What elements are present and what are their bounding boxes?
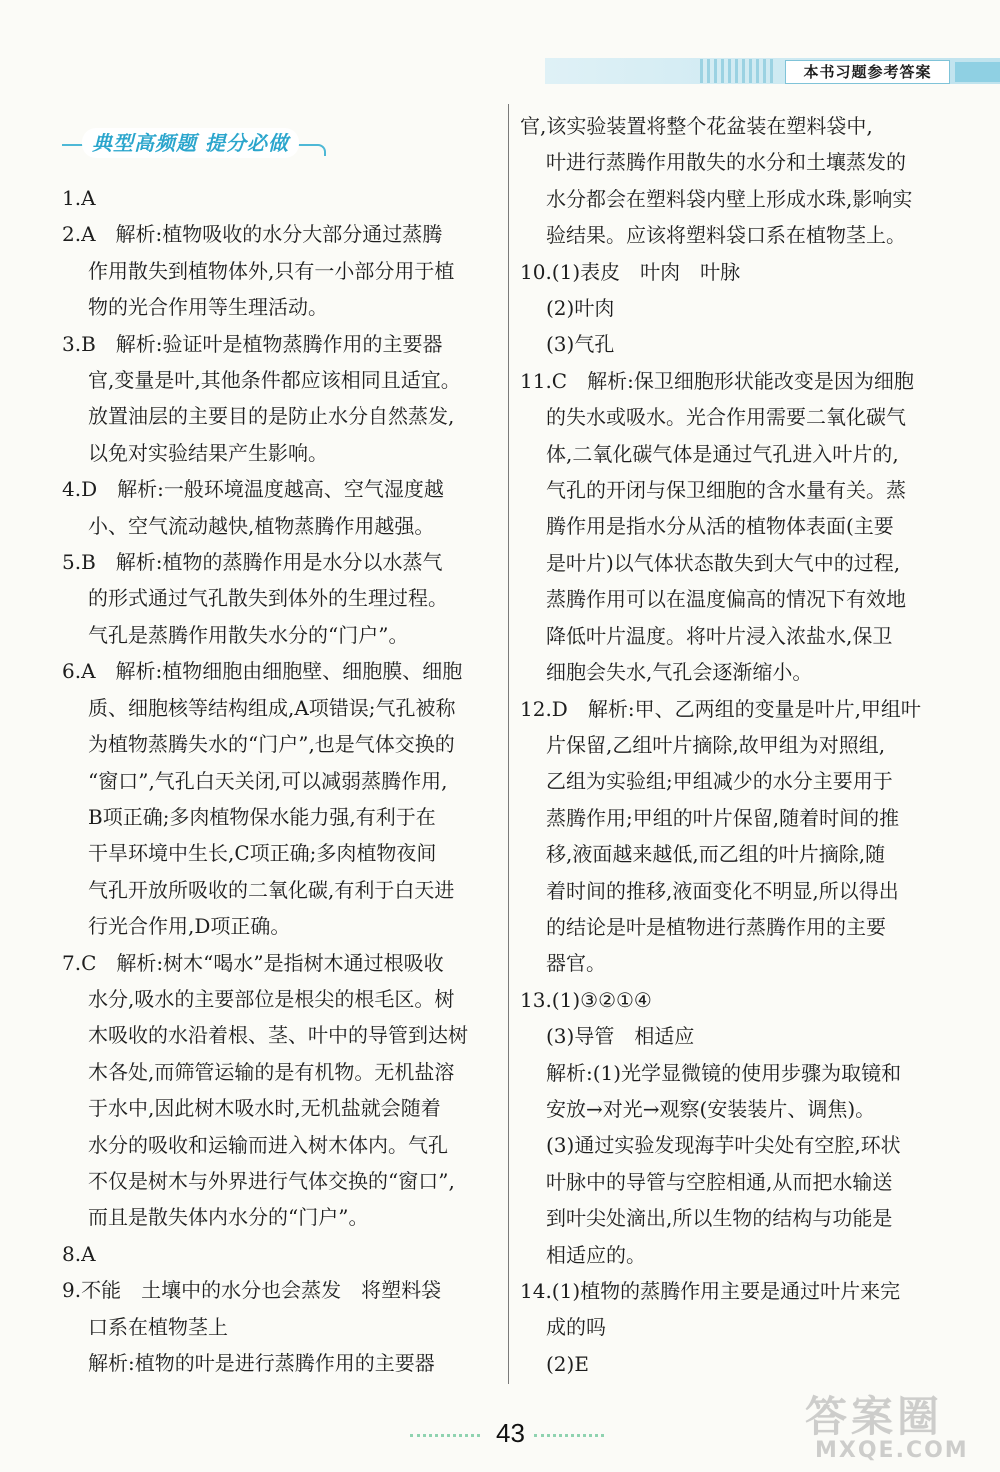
answer-line: 气孔开放所吸收的二氧化碳,有利于白天进 (88, 877, 455, 902)
answer-line: 10.(1)表皮 叶肉 叶脉 (520, 259, 741, 284)
answer-line: 于水中,因此树木吸水时,无机盐就会随着 (88, 1096, 441, 1121)
answer-item (62, 544, 500, 653)
header-title: 本书习题参考答案 (785, 60, 950, 84)
answer-line: (3)气孔 (546, 332, 615, 357)
answer-line: 体,二氧化碳气体是通过气孔进入叶片的, (546, 441, 899, 466)
header-stripes (700, 59, 777, 83)
answer-line: 2.A 解析:植物吸收的水分大部分通过蒸腾 (62, 222, 443, 247)
answer-line: 官,该实验装置将整个花盆装在塑料袋中, (520, 114, 873, 138)
column-divider (508, 104, 509, 1384)
answer-item (520, 982, 960, 1273)
answer-line: 物的光合作用等生理活动。 (88, 295, 328, 320)
answer-line: (3)导管 相适应 (546, 1024, 695, 1049)
answer-line: 以免对实验结果产生影响。 (88, 440, 328, 465)
answer-item (62, 471, 500, 544)
section-title-label: 典型高频题 提分必做 (82, 128, 299, 158)
answer-line: 水分都会在塑料袋内壁上形成水珠,影响实 (546, 186, 913, 211)
answer-line: 木各处,而筛管运输的是有机物。无机盐溶 (88, 1059, 455, 1084)
answer-line: 木吸收的水沿着根、茎、叶中的导管到达树 (88, 1023, 468, 1048)
answer-line: 叶进行蒸腾作用散失的水分和土壤蒸发的 (546, 150, 906, 175)
answer-line: 腾作用是指水分从活的植物体表面(主要 (546, 514, 894, 539)
answer-line: 6.A 解析:植物细胞由细胞壁、细胞膜、细胞 (62, 659, 463, 684)
section-title (62, 124, 324, 166)
answer-line: 到叶尖处滴出,所以生物的结构与功能是 (546, 1206, 893, 1231)
answer-line: 降低叶片温度。将叶片浸入浓盐水,保卫 (546, 623, 893, 648)
answer-line: 干旱环境中生长,C项正确;多肉植物夜间 (88, 841, 437, 866)
answer-line: 官,变量是叶,其他条件都应该相同且适宜。 (88, 368, 461, 393)
answer-line: 11.C 解析:保卫细胞形状能改变是因为细胞 (520, 368, 914, 393)
answer-item (62, 180, 500, 216)
answer-item (62, 326, 500, 472)
footer-decoration-right (534, 1434, 604, 1445)
answer-line: 质、细胞核等结构组成,A项错误;气孔被称 (88, 695, 456, 720)
answer-item (62, 1345, 500, 1381)
answer-line: 放置油层的主要目的是防止水分自然蒸发, (88, 404, 455, 429)
answer-line: 12.D 解析:甲、乙两组的变量是叶片,甲组叶 (520, 696, 921, 721)
answer-line: 是叶片)以气体状态散失到大气中的过程, (546, 550, 901, 575)
answer-line: “窗口”,气孔白天关闭,可以减弱蒸腾作用, (88, 768, 448, 793)
right-column (520, 108, 960, 1382)
answer-line: 解析:(1)光学显微镜的使用步骤为取镜和 (546, 1060, 902, 1085)
answer-line: 叶脉中的导管与空腔相通,从而把水输送 (546, 1169, 893, 1194)
answer-item (62, 653, 500, 944)
answer-item (520, 254, 960, 363)
left-column (62, 180, 500, 1381)
answer-line: 4.D 解析:一般环境温度越高、空气湿度越 (62, 477, 444, 502)
answer-item (520, 1273, 960, 1382)
answer-line: 乙组为实验组;甲组减少的水分主要用于 (546, 769, 893, 794)
answer-line: 1.A (62, 186, 96, 210)
answer-line: 水分,吸水的主要部位是根尖的根毛区。树 (88, 986, 455, 1011)
watermark-logo (805, 1392, 990, 1467)
answer-line: 的失水或吸水。光合作用需要二氧化碳气 (546, 405, 906, 430)
watermark-line1: 答案圈 (805, 1392, 944, 1441)
answer-line: B项正确;多肉植物保水能力强,有利于在 (88, 804, 436, 829)
page-number: 43 (496, 1418, 525, 1448)
answer-line: 而且是散失体内水分的“门户”。 (88, 1205, 369, 1230)
answer-line: (2)叶肉 (546, 296, 615, 321)
answer-line: 蒸腾作用;甲组的叶片保留,随着时间的推 (546, 805, 900, 830)
answer-item (62, 945, 500, 1236)
answer-line: (3)通过实验发现海芋叶尖处有空腔,环状 (546, 1133, 901, 1158)
answer-line: 3.B 解析:验证叶是植物蒸腾作用的主要器 (62, 331, 443, 356)
watermark-line2: MXQE.COM (815, 1438, 969, 1463)
header-right-block (955, 62, 1000, 82)
answer-line: 移,液面越来越低,而乙组的叶片摘除,随 (546, 842, 886, 867)
answer-item (62, 1236, 500, 1272)
answer-line: 7.C 解析:树木“喝水”是指树木通过根吸收 (62, 950, 444, 975)
answer-line: 13.(1)③②①④ (520, 987, 652, 1012)
answer-line: 为植物蒸腾失水的“门户”,也是气体交换的 (88, 732, 455, 757)
footer-decoration-left (410, 1434, 480, 1445)
answer-line: 验结果。应该将塑料袋口系在植物茎上。 (546, 223, 906, 248)
answer-line: 的形式通过气孔散失到体外的生理过程。 (88, 586, 448, 611)
answer-line: 相适应的。 (546, 1242, 646, 1267)
answer-line: 不仅是树木与外界进行气体交换的“窗口”, (88, 1168, 455, 1193)
answer-line: 小、空气流动越快,植物蒸腾作用越强。 (88, 513, 435, 538)
answer-line: 气孔的开闭与保卫细胞的含水量有关。蒸 (546, 478, 906, 503)
answer-line: 行光合作用,D项正确。 (88, 914, 291, 939)
answer-line: 片保留,乙组叶片摘除,故甲组为对照组, (546, 732, 886, 757)
answer-line: (2)E (546, 1351, 589, 1376)
answer-line: 气孔是蒸腾作用散失水分的“门户”。 (88, 622, 409, 647)
answer-line: 解析:植物的叶是进行蒸腾作用的主要器 (88, 1351, 435, 1375)
answer-line: 14.(1)植物的蒸腾作用主要是通过叶片来完 (520, 1279, 901, 1303)
answer-item (520, 363, 960, 691)
answer-line: 器官。 (546, 951, 606, 976)
answer-line: 的结论是叶是植物进行蒸腾作用的主要 (546, 914, 886, 939)
answer-item (62, 1272, 500, 1345)
answer-item (520, 108, 960, 254)
answer-item (62, 216, 500, 325)
answer-line: 细胞会失水,气孔会逐渐缩小。 (546, 660, 813, 685)
answer-line: 8.A (62, 1241, 96, 1266)
answer-line: 9.不能 土壤中的水分也会蒸发 将塑料袋 (62, 1278, 442, 1303)
answer-line: 着时间的推移,液面变化不明显,所以得出 (546, 878, 899, 903)
answer-line: 口系在植物茎上 (88, 1314, 228, 1339)
answer-line: 5.B 解析:植物的蒸腾作用是水分以水蒸气 (62, 550, 443, 575)
answer-line: 蒸腾作用可以在温度偏高的情况下有效地 (546, 587, 906, 612)
answer-line: 作用散失到植物体外,只有一小部分用于植 (88, 258, 455, 283)
answer-line: 安放→对光→观察(安装装片、调焦)。 (546, 1096, 876, 1121)
page-footer (400, 1418, 600, 1458)
answer-line: 成的吗 (546, 1315, 606, 1340)
answer-line: 水分的吸收和运输而进入树木体内。气孔 (88, 1132, 448, 1157)
answer-item (520, 691, 960, 982)
